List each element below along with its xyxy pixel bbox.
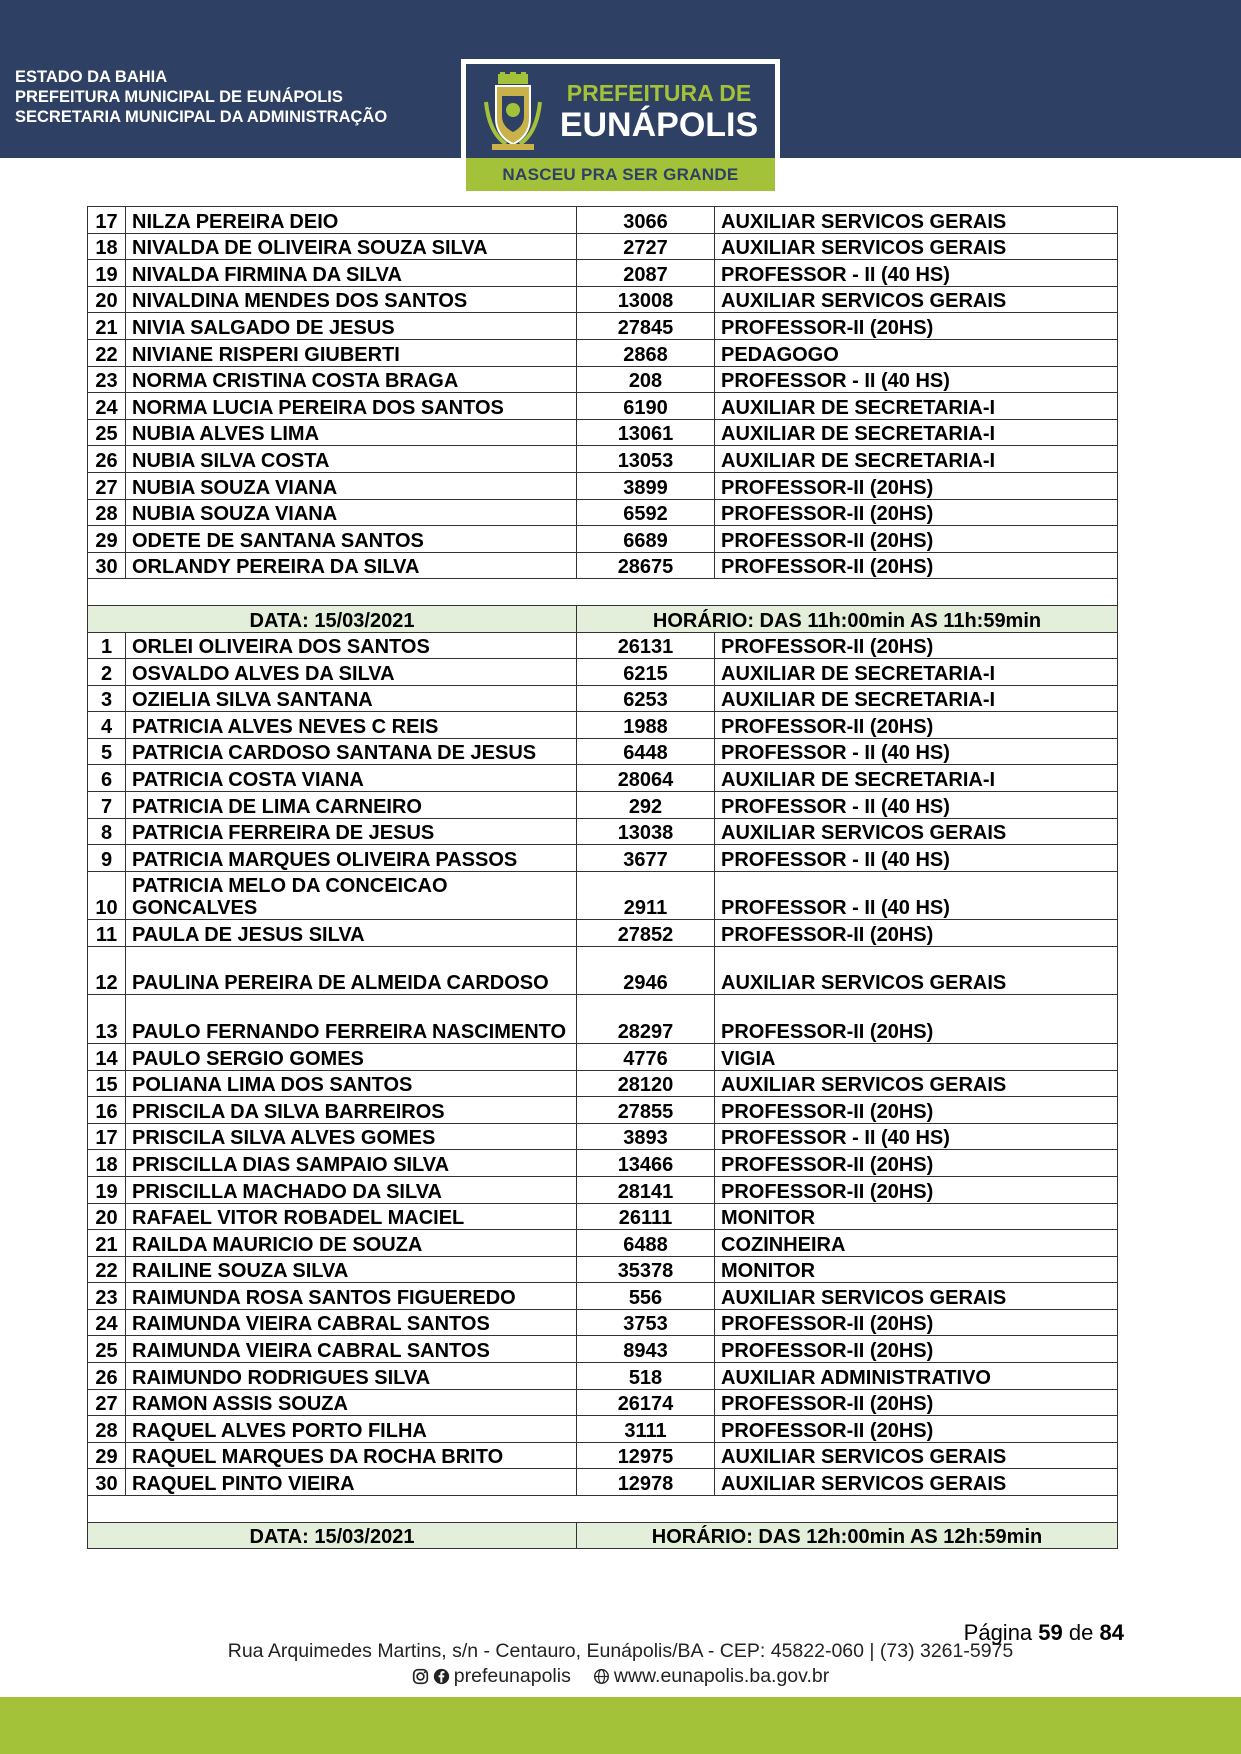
table-row (88, 1442, 1118, 1469)
registration-number: 2087 (577, 260, 715, 287)
registration-number: 27855 (577, 1097, 715, 1124)
row-number: 16 (88, 1097, 126, 1124)
registration-number: 28120 (577, 1070, 715, 1097)
job-title: VIGIA (715, 1043, 1118, 1070)
registration-number: 2946 (577, 946, 715, 995)
job-title: PROFESSOR - II (40 HS) (715, 260, 1118, 287)
table-row (88, 419, 1118, 446)
org-line-secretaria: SECRETARIA MUNICIPAL DA ADMINISTRAÇÃO (15, 108, 388, 126)
employee-name: NORMA CRISTINA COSTA BRAGA (126, 366, 577, 393)
registration-number: 6215 (577, 659, 715, 686)
employee-name: RAILINE SOUZA SILVA (126, 1256, 577, 1283)
instagram-icon (412, 1668, 429, 1685)
table-row (88, 1309, 1118, 1336)
job-title: AUXILIAR SERVICOS GERAIS (715, 1469, 1118, 1496)
job-title: PROFESSOR-II (20HS) (715, 920, 1118, 947)
table-row (88, 472, 1118, 499)
registration-number: 6689 (577, 526, 715, 553)
blank-cell (88, 1496, 1118, 1523)
org-block (15, 67, 387, 127)
row-number: 27 (88, 472, 126, 499)
employee-name: RAIMUNDA VIEIRA CABRAL SANTOS (126, 1309, 577, 1336)
employee-name: PATRICIA COSTA VIANA (126, 765, 577, 792)
registration-number: 2868 (577, 339, 715, 366)
row-number: 25 (88, 419, 126, 446)
row-number: 18 (88, 233, 126, 260)
job-title: AUXILIAR SERVICOS GERAIS (715, 233, 1118, 260)
registration-number: 208 (577, 366, 715, 393)
table-row (88, 313, 1118, 340)
job-title: PROFESSOR-II (20HS) (715, 552, 1118, 579)
registration-number: 3753 (577, 1309, 715, 1336)
table-row (88, 1416, 1118, 1443)
row-number: 22 (88, 339, 126, 366)
registration-number: 26174 (577, 1389, 715, 1416)
employee-name: RAMON ASSIS SOUZA (126, 1389, 577, 1416)
page-label: Página (963, 1620, 1033, 1645)
table-row (88, 1389, 1118, 1416)
table-row (88, 792, 1118, 819)
employee-name: PATRICIA DE LIMA CARNEIRO (126, 792, 577, 819)
employee-name: ODETE DE SANTANA SANTOS (126, 526, 577, 553)
table-row (88, 920, 1118, 947)
table-row (88, 1070, 1118, 1097)
row-number: 11 (88, 920, 126, 947)
section-date: DATA: 15/03/2021 (88, 605, 577, 632)
page-of: de (1068, 1620, 1094, 1645)
registration-number: 3893 (577, 1123, 715, 1150)
table-row (88, 366, 1118, 393)
row-number: 19 (88, 1176, 126, 1203)
registration-number: 556 (577, 1283, 715, 1310)
employee-name: PATRICIA MARQUES OLIVEIRA PASSOS (126, 845, 577, 872)
job-title: AUXILIAR SERVICOS GERAIS (715, 207, 1118, 234)
table-row (88, 765, 1118, 792)
job-title: PROFESSOR-II (20HS) (715, 472, 1118, 499)
row-number: 24 (88, 393, 126, 420)
registration-number: 28064 (577, 765, 715, 792)
row-number: 10 (88, 871, 126, 920)
table-row (88, 659, 1118, 686)
table-row (88, 1363, 1118, 1390)
job-title: COZINHEIRA (715, 1230, 1118, 1257)
employee-name: PAULO SERGIO GOMES (126, 1043, 577, 1070)
job-title: PROFESSOR-II (20HS) (715, 499, 1118, 526)
social-handle[interactable]: prefeunapolis (453, 1665, 571, 1687)
table-row (88, 1123, 1118, 1150)
section-date: DATA: 15/03/2021 (88, 1522, 577, 1549)
job-title: PROFESSOR-II (20HS) (715, 313, 1118, 340)
table-row (88, 1097, 1118, 1124)
table-row (88, 685, 1118, 712)
row-number: 15 (88, 1070, 126, 1097)
registration-number: 6190 (577, 393, 715, 420)
table-row (88, 499, 1118, 526)
registration-number: 518 (577, 1363, 715, 1390)
employee-name: RAIMUNDA ROSA SANTOS FIGUEREDO (126, 1283, 577, 1310)
table-row (88, 526, 1118, 553)
registration-number: 6592 (577, 499, 715, 526)
employee-name: PATRICIA CARDOSO SANTANA DE JESUS (126, 738, 577, 765)
employee-name: RAQUEL PINTO VIEIRA (126, 1469, 577, 1496)
employee-name: PAULO FERNANDO FERREIRA NASCIMENTO (126, 995, 577, 1044)
website-link[interactable]: www.eunapolis.ba.gov.br (613, 1665, 830, 1687)
table-row (88, 1256, 1118, 1283)
employee-name: RAQUEL ALVES PORTO FILHA (126, 1416, 577, 1443)
job-title: PROFESSOR-II (20HS) (715, 1416, 1118, 1443)
table-row (88, 207, 1118, 234)
row-number: 20 (88, 286, 126, 313)
job-title: PROFESSOR-II (20HS) (715, 1176, 1118, 1203)
employee-name: PRISCILA DA SILVA BARREIROS (126, 1097, 577, 1124)
employee-name: ORLANDY PEREIRA DA SILVA (126, 552, 577, 579)
table-row (88, 233, 1118, 260)
org-line-prefeitura: PREFEITURA MUNICIPAL DE EUNÁPOLIS (15, 88, 343, 106)
registration-number: 26131 (577, 632, 715, 659)
row-number: 29 (88, 526, 126, 553)
table-row (88, 871, 1118, 920)
job-title: PROFESSOR-II (20HS) (715, 1336, 1118, 1363)
registration-number: 12975 (577, 1442, 715, 1469)
table-row (88, 712, 1118, 739)
employee-name: PRISCILLA MACHADO DA SILVA (126, 1176, 577, 1203)
job-title: PROFESSOR - II (40 HS) (715, 792, 1118, 819)
job-title: AUXILIAR SERVICOS GERAIS (715, 1070, 1118, 1097)
footer-social (0, 1665, 1241, 1688)
employee-name: RAQUEL MARQUES DA ROCHA BRITO (126, 1442, 577, 1469)
row-number: 28 (88, 1416, 126, 1443)
job-title: PROFESSOR-II (20HS) (715, 1389, 1118, 1416)
row-number: 1 (88, 632, 126, 659)
registration-number: 3066 (577, 207, 715, 234)
employee-name: POLIANA LIMA DOS SANTOS (126, 1070, 577, 1097)
registration-number: 13008 (577, 286, 715, 313)
page-current: 59 (1038, 1620, 1063, 1645)
row-number: 27 (88, 1389, 126, 1416)
employee-name: RAIMUNDA VIEIRA CABRAL SANTOS (126, 1336, 577, 1363)
row-number: 24 (88, 1309, 126, 1336)
employee-name: NILZA PEREIRA DEIO (126, 207, 577, 234)
employee-name: NUBIA SOUZA VIANA (126, 472, 577, 499)
table-row (88, 446, 1118, 473)
employee-name: NIVALDINA MENDES DOS SANTOS (126, 286, 577, 313)
registration-number: 3677 (577, 845, 715, 872)
coat-of-arms-icon (484, 72, 542, 152)
row-number: 19 (88, 260, 126, 287)
table-row (88, 393, 1118, 420)
registration-number: 3899 (577, 472, 715, 499)
employee-name: RAILDA MAURICIO DE SOUZA (126, 1230, 577, 1257)
employee-name: NIVALDA DE OLIVEIRA SOUZA SILVA (126, 233, 577, 260)
table-row (88, 339, 1118, 366)
table-row (88, 1150, 1118, 1177)
job-title: PROFESSOR-II (20HS) (715, 995, 1118, 1044)
row-number: 29 (88, 1442, 126, 1469)
registration-number: 13038 (577, 818, 715, 845)
table-row (88, 1283, 1118, 1310)
registration-number: 4776 (577, 1043, 715, 1070)
section-time: HORÁRIO: DAS 12h:00min AS 12h:59min (577, 1522, 1118, 1549)
row-number: 21 (88, 313, 126, 340)
section-header-row (88, 1522, 1118, 1549)
row-number: 12 (88, 946, 126, 995)
table-row (88, 260, 1118, 287)
registration-number: 6488 (577, 1230, 715, 1257)
row-number: 21 (88, 1230, 126, 1257)
job-title: PROFESSOR-II (20HS) (715, 632, 1118, 659)
section-header-row (88, 605, 1118, 632)
row-number: 13 (88, 995, 126, 1044)
registration-number: 6448 (577, 738, 715, 765)
blank-row (88, 1496, 1118, 1523)
table-row (88, 1230, 1118, 1257)
job-title: AUXILIAR SERVICOS GERAIS (715, 946, 1118, 995)
row-number: 26 (88, 446, 126, 473)
table-row (88, 1469, 1118, 1496)
job-title: AUXILIAR SERVICOS GERAIS (715, 286, 1118, 313)
job-title: PROFESSOR - II (40 HS) (715, 845, 1118, 872)
employee-name: PRISCILLA DIAS SAMPAIO SILVA (126, 1150, 577, 1177)
registration-number: 13061 (577, 419, 715, 446)
registration-number: 2911 (577, 871, 715, 920)
employee-name: NIVIANE RISPERI GIUBERTI (126, 339, 577, 366)
blank-row (88, 579, 1118, 606)
job-title: PEDAGOGO (715, 339, 1118, 366)
registration-number: 292 (577, 792, 715, 819)
bottom-band (0, 1697, 1241, 1754)
registration-number: 35378 (577, 1256, 715, 1283)
registration-number: 13053 (577, 446, 715, 473)
logo-slogan: NASCEU PRA SER GRANDE (502, 164, 739, 184)
job-title: AUXILIAR SERVICOS GERAIS (715, 1442, 1118, 1469)
schedule-table-body (88, 207, 1118, 1549)
row-number: 25 (88, 1336, 126, 1363)
employee-name: OSVALDO ALVES DA SILVA (126, 659, 577, 686)
row-number: 30 (88, 552, 126, 579)
footer-address: Rua Arquimedes Martins, s/n - Centauro, Eunápolis/BA - CEP: 45822-060 | (73) 3261-5975 (227, 1640, 1014, 1662)
page-total: 84 (1099, 1620, 1124, 1645)
job-title: AUXILIAR DE SECRETARIA-I (715, 765, 1118, 792)
employee-name: ORLEI OLIVEIRA DOS SANTOS (126, 632, 577, 659)
registration-number: 26111 (577, 1203, 715, 1230)
table-row (88, 286, 1118, 313)
job-title: AUXILIAR DE SECRETARIA-I (715, 685, 1118, 712)
row-number: 4 (88, 712, 126, 739)
row-number: 8 (88, 818, 126, 845)
row-number: 5 (88, 738, 126, 765)
job-title: PROFESSOR-II (20HS) (715, 1150, 1118, 1177)
job-title: PROFESSOR-II (20HS) (715, 712, 1118, 739)
employee-name: RAIMUNDO RODRIGUES SILVA (126, 1363, 577, 1390)
registration-number: 28675 (577, 552, 715, 579)
row-number: 9 (88, 845, 126, 872)
job-title: AUXILIAR DE SECRETARIA-I (715, 419, 1118, 446)
registration-number: 28297 (577, 995, 715, 1044)
job-title: MONITOR (715, 1203, 1118, 1230)
registration-number: 27852 (577, 920, 715, 947)
table-row (88, 1043, 1118, 1070)
logo-title-line1: PREFEITURA DE (566, 80, 752, 106)
job-title: AUXILIAR SERVICOS GERAIS (715, 1283, 1118, 1310)
row-number: 28 (88, 499, 126, 526)
job-title: PROFESSOR - II (40 HS) (715, 871, 1118, 920)
row-number: 17 (88, 207, 126, 234)
row-number: 23 (88, 1283, 126, 1310)
employee-name: NIVALDA FIRMINA DA SILVA (126, 260, 577, 287)
registration-number: 3111 (577, 1416, 715, 1443)
registration-number: 28141 (577, 1176, 715, 1203)
employee-name: NIVIA SALGADO DE JESUS (126, 313, 577, 340)
facebook-icon (433, 1668, 450, 1685)
logo-slogan-band (466, 158, 775, 191)
logo-text (549, 80, 769, 144)
employee-name: OZIELIA SILVA SANTANA (126, 685, 577, 712)
job-title: PROFESSOR-II (20HS) (715, 1097, 1118, 1124)
table-row (88, 946, 1118, 995)
row-number: 22 (88, 1256, 126, 1283)
job-title: AUXILIAR DE SECRETARIA-I (715, 659, 1118, 686)
row-number: 2 (88, 659, 126, 686)
row-number: 6 (88, 765, 126, 792)
registration-number: 8943 (577, 1336, 715, 1363)
table-row (88, 738, 1118, 765)
row-number: 23 (88, 366, 126, 393)
job-title: AUXILIAR DE SECRETARIA-I (715, 393, 1118, 420)
schedule-table (87, 206, 1118, 1549)
row-number: 17 (88, 1123, 126, 1150)
registration-number: 2727 (577, 233, 715, 260)
org-line-state: ESTADO DA BAHIA (15, 68, 168, 86)
table-row (88, 1336, 1118, 1363)
job-title: PROFESSOR - II (40 HS) (715, 738, 1118, 765)
employee-name: RAFAEL VITOR ROBADEL MACIEL (126, 1203, 577, 1230)
table-row (88, 995, 1118, 1044)
table-row (88, 818, 1118, 845)
table-row (88, 1203, 1118, 1230)
employee-name: NUBIA SILVA COSTA (126, 446, 577, 473)
registration-number: 27845 (577, 313, 715, 340)
employee-name: PAULA DE JESUS SILVA (126, 920, 577, 947)
employee-name: PATRICIA MELO DA CONCEICAO GONCALVES (126, 871, 577, 920)
job-title: PROFESSOR - II (40 HS) (715, 366, 1118, 393)
employee-name: NUBIA SOUZA VIANA (126, 499, 577, 526)
job-title: MONITOR (715, 1256, 1118, 1283)
table-row (88, 845, 1118, 872)
row-number: 7 (88, 792, 126, 819)
employee-name: PRISCILA SILVA ALVES GOMES (126, 1123, 577, 1150)
job-title: PROFESSOR-II (20HS) (715, 526, 1118, 553)
job-title: PROFESSOR - II (40 HS) (715, 1123, 1118, 1150)
row-number: 14 (88, 1043, 126, 1070)
job-title: AUXILIAR ADMINISTRATIVO (715, 1363, 1118, 1390)
registration-number: 13466 (577, 1150, 715, 1177)
row-number: 18 (88, 1150, 126, 1177)
registration-number: 1988 (577, 712, 715, 739)
registration-number: 12978 (577, 1469, 715, 1496)
job-title: PROFESSOR-II (20HS) (715, 1309, 1118, 1336)
employee-name: NUBIA ALVES LIMA (126, 419, 577, 446)
job-title: AUXILIAR SERVICOS GERAIS (715, 818, 1118, 845)
row-number: 30 (88, 1469, 126, 1496)
logo-title-line2: EUNÁPOLIS (559, 106, 759, 144)
row-number: 3 (88, 685, 126, 712)
row-number: 26 (88, 1363, 126, 1390)
job-title: AUXILIAR DE SECRETARIA-I (715, 446, 1118, 473)
employee-name: PAULINA PEREIRA DE ALMEIDA CARDOSO (126, 946, 577, 995)
table-row (88, 1176, 1118, 1203)
section-time: HORÁRIO: DAS 11h:00min AS 11h:59min (577, 605, 1118, 632)
registration-number: 6253 (577, 685, 715, 712)
table-row (88, 552, 1118, 579)
employee-name: PATRICIA FERREIRA DE JESUS (126, 818, 577, 845)
table-row (88, 632, 1118, 659)
row-number: 20 (88, 1203, 126, 1230)
blank-cell (88, 579, 1118, 606)
employee-name: NORMA LUCIA PEREIRA DOS SANTOS (126, 393, 577, 420)
employee-name: PATRICIA ALVES NEVES C REIS (126, 712, 577, 739)
globe-icon (593, 1668, 610, 1685)
